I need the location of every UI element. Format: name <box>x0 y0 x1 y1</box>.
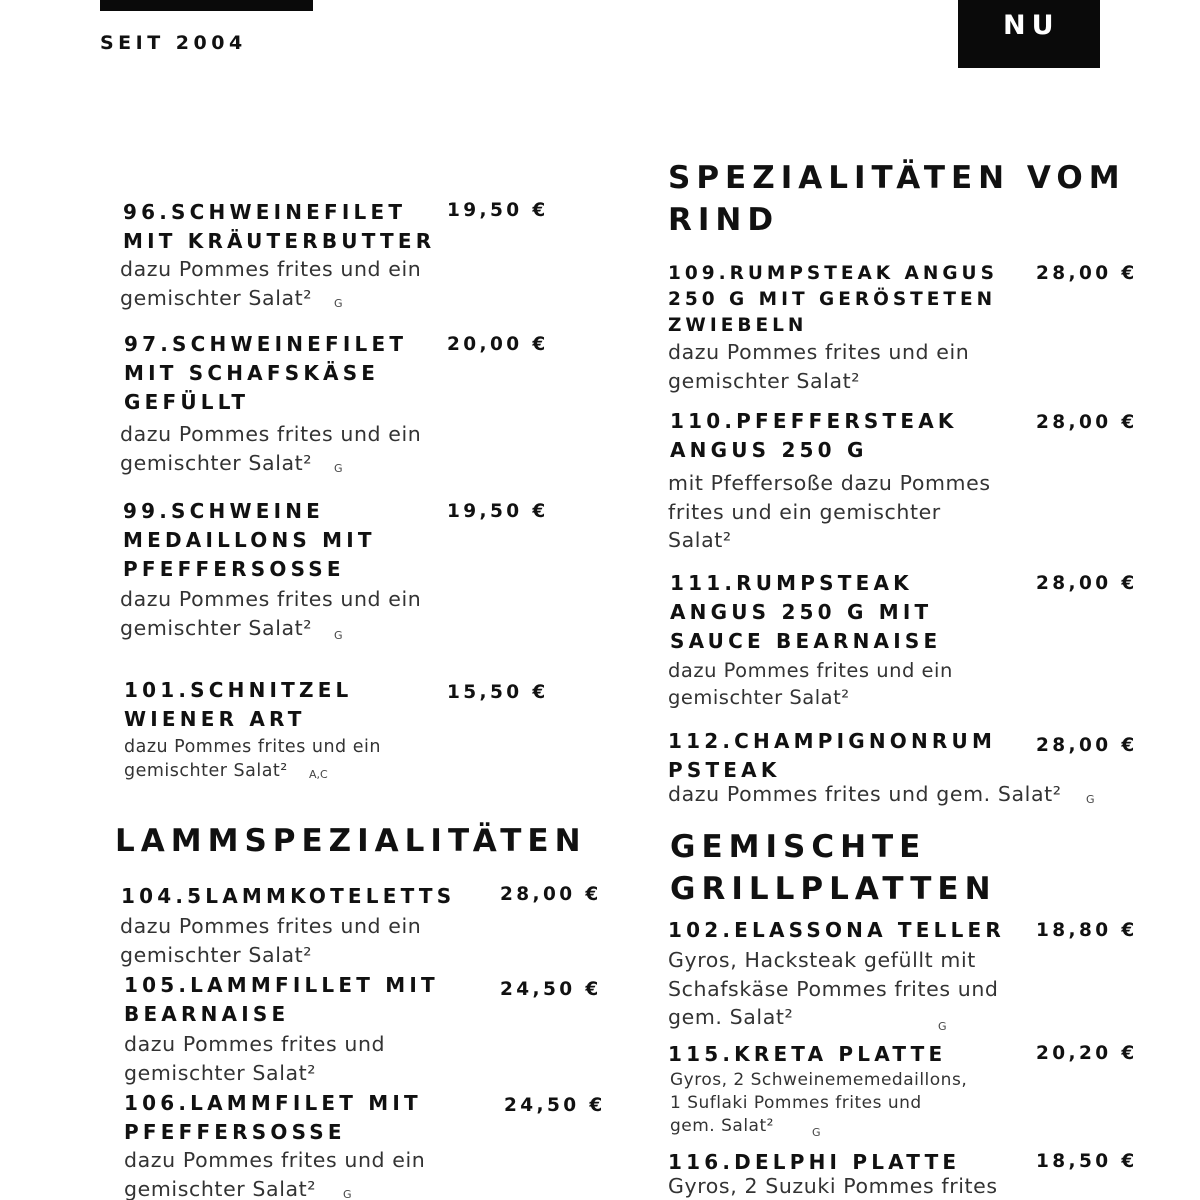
item-name: 102.ELASSONA TELLER <box>668 918 1005 942</box>
allergen-code: G <box>1086 793 1095 806</box>
item-description: Gyros, 2 Schweinememedaillons, 1 Suflaki Pommes frites und gem. Salat² <box>670 1070 968 1136</box>
item-price: 28,00 € <box>1036 263 1138 284</box>
allergen-code: G <box>343 1188 352 1200</box>
item-name: 105.LAMMFILLET MIT BEARNAISE <box>124 973 439 1026</box>
item-description: dazu Pommes frites und ein gemischter Salat² <box>120 422 422 475</box>
item-description: dazu Pommes frites und ein gemischter Salat² <box>668 659 953 709</box>
item-description: dazu Pommes frites und ein gemischter Salat² <box>124 1148 426 1200</box>
item-name: 101.SCHNITZEL WIENER ART <box>124 678 353 731</box>
allergen-code: G <box>334 462 343 475</box>
item-price: 28,00 € <box>500 884 602 905</box>
item-price: 20,00 € <box>447 334 549 355</box>
header-bar <box>100 0 313 11</box>
item-price: 20,20 € <box>1036 1043 1138 1064</box>
item-name: 106.LAMMFILET MIT PFEFFERSOSSE <box>124 1091 422 1144</box>
item-description: dazu Pommes frites und ein gemischter Salat² <box>120 914 422 967</box>
item-description: mit Pfeffersoße dazu Pommes frites und ein gemischter Salat² <box>668 471 991 552</box>
item-name: 96.SCHWEINEFILET MIT KRÄUTERBUTTER <box>123 200 436 253</box>
menu-title-box <box>958 0 1100 68</box>
menu-title-fragment: NU <box>1003 10 1060 41</box>
since-label: SEIT 2004 <box>100 32 247 54</box>
item-price: 18,50 € <box>1036 1151 1138 1172</box>
item-price: 19,50 € <box>447 200 549 221</box>
item-name: 116.DELPHI PLATTE <box>668 1150 961 1174</box>
item-description: Gyros, Hacksteak gefüllt mit Schafskäse Pommes frites und gem. Salat² <box>668 948 999 1029</box>
item-price: 28,00 € <box>1036 735 1138 756</box>
allergen-code: A,C <box>309 768 328 781</box>
item-name: 99.SCHWEINE MEDAILLONS MIT PFEFFERSOSSE <box>123 499 376 581</box>
allergen-code: G <box>334 629 343 642</box>
item-description: dazu Pommes frites und gemischter Salat² <box>124 1032 386 1085</box>
item-name: 111.RUMPSTEAK ANGUS 250 G MIT SAUCE BEARNAISE <box>670 571 942 653</box>
item-name: 97.SCHWEINEFILET MIT SCHAFSKÄSE GEFÜLLT <box>124 332 408 414</box>
item-description: dazu Pommes frites und ein gemischter Salat² <box>120 587 422 640</box>
item-price: 24,50 € <box>504 1095 606 1116</box>
allergen-code: G <box>938 1020 947 1033</box>
item-description: dazu Pommes frites und ein gemischter Salat² <box>120 257 422 310</box>
item-price: 28,00 € <box>1036 573 1138 594</box>
item-name: 109.RUMPSTEAK ANGUS 250 G MIT GERÖSTETEN ZWIEBELN <box>668 263 998 336</box>
item-price: 15,50 € <box>447 682 549 703</box>
section-title-grill: GEMISCHTE GRILLPLATTEN <box>670 829 997 907</box>
item-price: 28,00 € <box>1036 412 1138 433</box>
item-price: 24,50 € <box>500 979 602 1000</box>
item-description: dazu Pommes frites und ein gemischter Salat² <box>124 737 381 781</box>
item-name: 110.PFEFFERSTEAK ANGUS 250 G <box>670 409 958 462</box>
item-description: dazu Pommes frites und gem. Salat² <box>668 782 1062 806</box>
allergen-code: G <box>812 1126 821 1139</box>
item-name: 112.CHAMPIGNONRUM PSTEAK <box>668 729 997 782</box>
allergen-code: G <box>334 297 343 310</box>
item-price: 18,80 € <box>1036 920 1138 941</box>
item-name: 115.KRETA PLATTE <box>668 1042 947 1066</box>
item-name: 104.5LAMMKOTELETTS <box>121 884 456 908</box>
item-price: 19,50 € <box>447 501 549 522</box>
section-title-lamb: LAMMSPEZIALITÄTEN <box>115 823 587 859</box>
item-description: dazu Pommes frites und ein gemischter Salat² <box>668 340 970 393</box>
item-description: Gyros, 2 Suzuki Pommes frites <box>668 1174 998 1198</box>
section-title-beef: SPEZIALITÄTEN VOM RIND <box>668 160 1126 238</box>
